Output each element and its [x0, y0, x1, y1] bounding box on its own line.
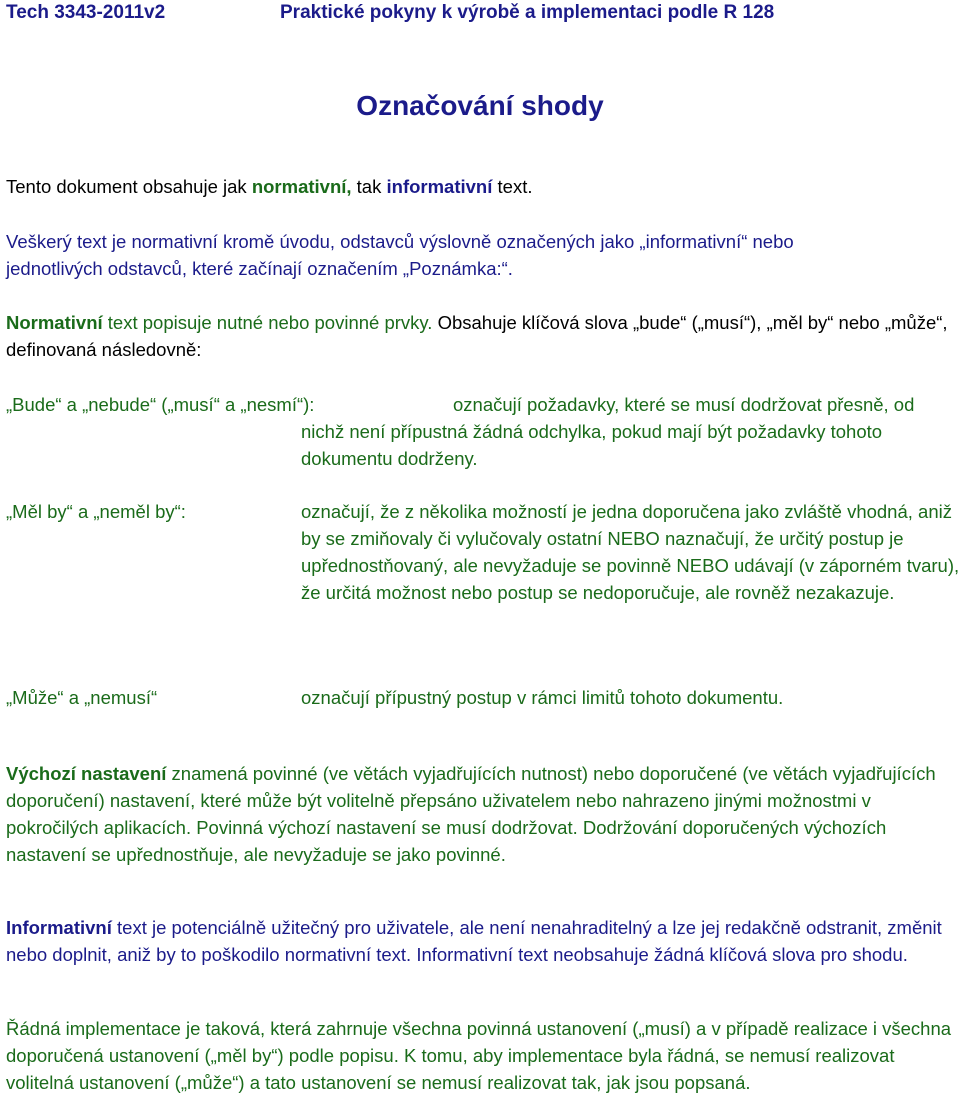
intro-p1-text-c: tak [351, 176, 387, 197]
default-settings-lead: Výchozí nastavení [6, 763, 167, 784]
default-settings-paragraph [6, 760, 958, 868]
intro-p3-text-b: text popisuje nutné nebo povinné prvky. [102, 312, 438, 333]
intro-p1-text-a: Tento dokument obsahuje jak [6, 176, 252, 197]
informative-paragraph [6, 914, 958, 968]
intro-p1-normative: normativní, [251, 176, 352, 197]
informative-text: text je potenciálně užitečný pro uživatele, ale není nenahraditelný a lze jej redakčně odstranit, změnit nebo doplnit, aniž by to poškodilo normativní text. Informativní text neobsahuje žádná klíčová slova pro shodu. [6, 917, 942, 965]
intro-paragraph-1 [6, 173, 958, 200]
intro-paragraph-2: Veškerý text je normativní kromě úvodu, odstavců výslovně označených jako „informativní“ nebo jednotlivých odstavců, které začínají označením „Poznámka:“. [6, 231, 794, 279]
definition-term-should: „Měl by“ a „neměl by“: [6, 501, 186, 522]
default-settings-text: znamená povinné (ve větách vyjadřujících nutnost) nebo doporučené (ve větách vyjadřujících doporučení) nastavení, které může být volitelně přepsáno uživatelem nebo nahrazeno jinými možnostmi v pokročilých aplikacích. Povinná výchozí nastavení se musí dodržovat. Dodržování doporučených výchozích nastavení se upřednostňuje, ale nevyžaduje se jako povinné. [6, 763, 936, 865]
definition-term-shall: „Bude“ a „nebude“ („musí“ a „nesmí“): [6, 394, 315, 415]
implementation-paragraph: Řádná implementace je taková, která zahrnuje všechna povinná ustanovení („musí) a v případě realizace i všechna doporučená ustanovení („měl by“) podle popisu. K tomu, aby implementace byla řádná, se nemusí realizovat volitelná ustanovení („může“) a tato ustanovení se nemusí realizovat tak, jak jsou popsaná. [6, 1018, 952, 1093]
informative-lead: Informativní [6, 917, 112, 938]
intro-p1-informative: informativní [386, 176, 493, 197]
definition-term-may: „Může“ a „nemusí“ [6, 687, 158, 708]
intro-paragraph-3 [6, 309, 958, 363]
definition-desc-should: označují, že z několika možností je jedna doporučena jako zvláště vhodná, aniž by se zmiňovaly či vylučovaly ostatní NEBO naznačují, že určitý postup je upřednostňovaný, ale nevyžaduje se povinně NEBO udávají (v záporném tvaru), že určitá možnost nebo postup se nedoporučuje, ale rovněž nezakazuje. [301, 501, 960, 603]
intro-p3-keywords: Obsahuje klíčová slova „bude“ („musí“), „měl by“ nebo „může“, definovaná následovně: [6, 312, 948, 360]
header-doc-title: Praktické pokyny k výrobě a implementaci podle R 128 [280, 2, 775, 23]
header-doc-id: Tech 3343-2011v2 [6, 2, 166, 23]
intro-p3-normative: Normativní [6, 312, 103, 333]
definition-desc-may: označují přípustný postup v rámci limitů tohoto dokumentu. [301, 687, 784, 708]
definition-desc-shall: označují požadavky, které se musí dodržovat přesně, od nichž není přípustná žádná odchylka, pokud mají být požadavky tohoto dokumentu dodrženy. [301, 394, 915, 469]
intro-p1-text-e: text. [492, 176, 533, 197]
page-title: Označování shody [356, 90, 604, 121]
